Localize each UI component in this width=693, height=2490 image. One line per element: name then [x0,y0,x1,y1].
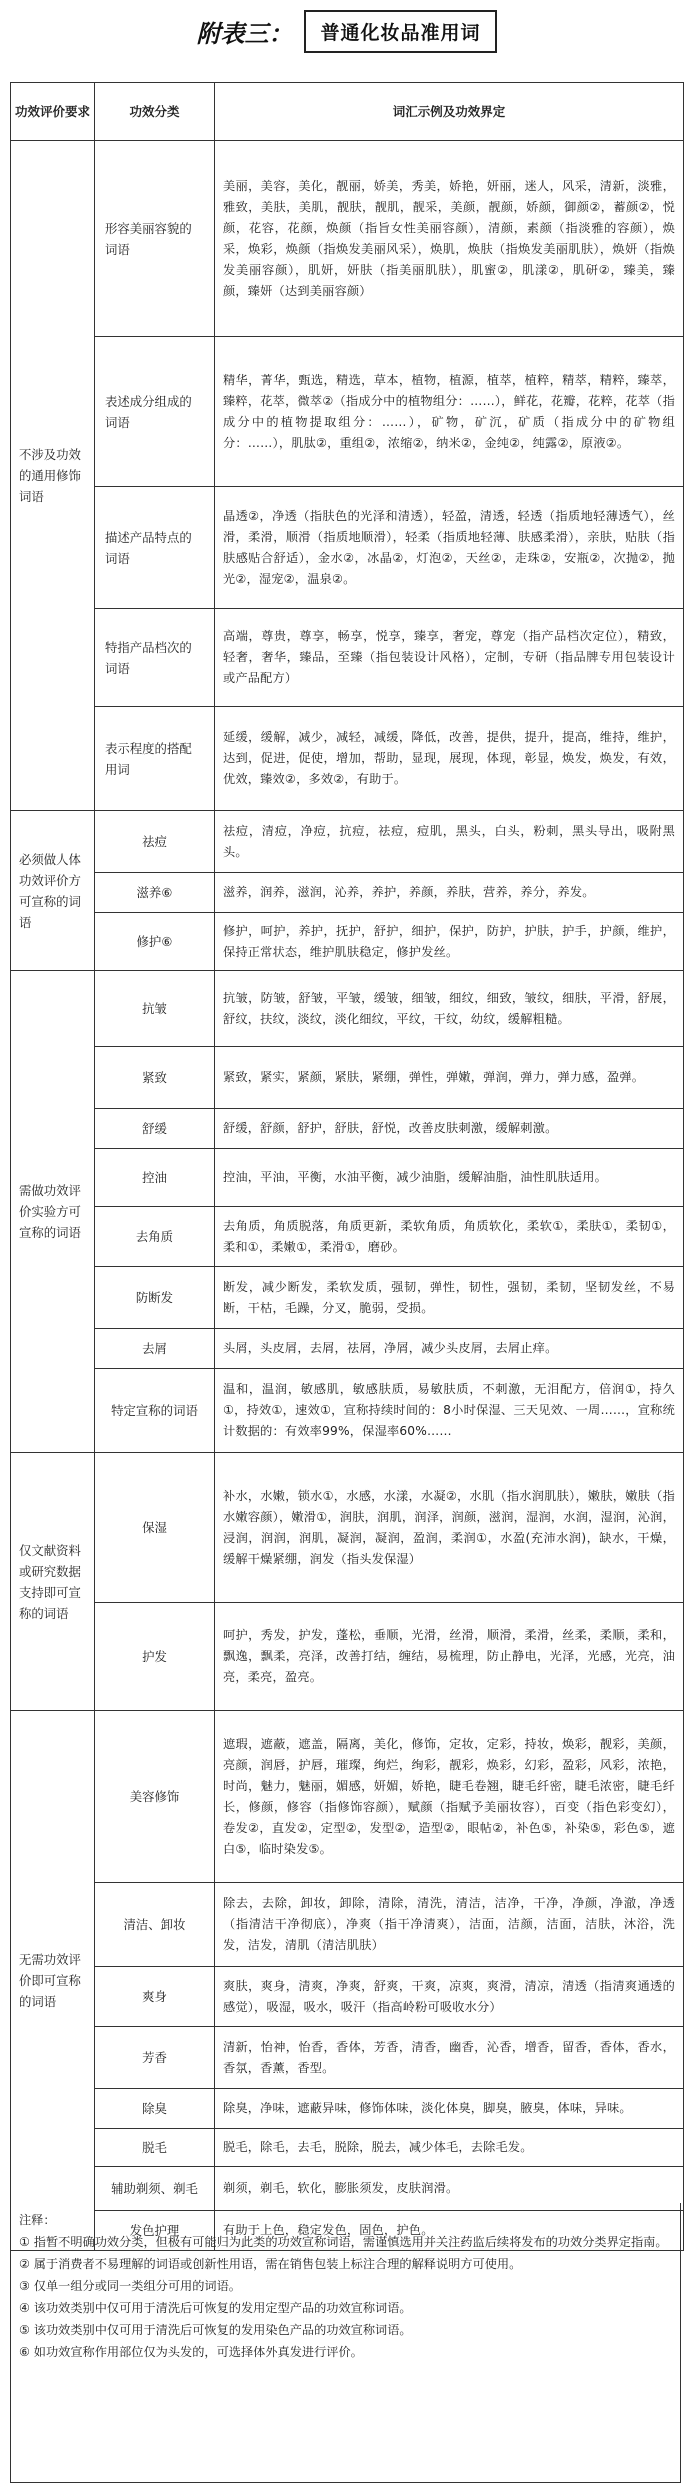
table-row [11,2129,684,2167]
claims-table [10,82,684,2251]
words-cell: 有助于上色，稳定发色，固色，护色。 [215,2211,684,2251]
table-row [11,1329,684,1369]
type-cell: 爽身 [95,1967,215,2027]
words-cell: 晶透②，净透（指肤色的光泽和清透），轻盈，清透，轻透（指质地轻薄透气），丝滑，柔滑，顺滑（指质地顺滑），轻柔（指质地轻薄、肤感柔滑），亲肤，贴肤（指肤感贴合舒适），金水②，冰晶②，灯泡②，天丝②，走珠②，安瓶②，次抛②，抛光②，湿宠②，温泉②。 [215,487,684,609]
notes [10,2203,681,2483]
title-main: 普通化妆品准用词 [304,10,496,53]
table-row [11,1883,684,1967]
note-item: ① 指暂不明确功效分类，但极有可能归为此类的功效宣称词语，需谨慎选用并关注药监后续将发布的功效分类界定指南。 [19,2235,668,2249]
type-cell: 芳香 [95,2027,215,2089]
table-row [11,141,684,337]
type-cell: 祛痘 [95,811,215,873]
table-row [11,1267,684,1329]
type-cell: 滋养⑥ [95,873,215,913]
words-cell: 美丽，美容，美化，靓丽，娇美，秀美，娇艳，妍丽，迷人，风采，清新，淡雅，雅致，美肤，美肌，靓肤，靓肌，靓采，美颜，靓颜，娇颜，御颜②，蓄颜②，悦颜，花容，花颜，焕颜（指旨女性美丽容颜），清颜，素颜（指淡雅的容颜），焕采，焕彩，焕颜（指焕发美丽风采），焕肌，焕肤（指焕发美丽肌肤），焕妍（指焕发美丽容颜），肌妍，妍肤（指美丽肌肤），肌蜜②，肌漾②，肌研②，臻美，臻颜，臻妍（达到美丽容颜） [215,141,684,337]
table-row [11,811,684,873]
type-cell: 除臭 [95,2089,215,2129]
table-row [11,971,684,1047]
type-cell: 描述产品特点的词语 [95,487,215,609]
words-cell: 剃须，剃毛，软化，膨胀须发，皮肤润滑。 [215,2167,684,2211]
category-cell: 必须做人体功效评价方可宣称的词语 [11,811,95,971]
words-cell: 滋养，润养，滋润，沁养，养护，养颜，养肤，营养，养分，养发。 [215,873,684,913]
words-cell: 抗皱，防皱，舒皱，平皱，缓皱，细皱，细纹，细致，皱纹，细肤，平滑，舒展，舒纹，扶纹，淡纹，淡化细纹，平纹，干纹，幼纹，缓解粗糙。 [215,971,684,1047]
type-cell: 防断发 [95,1267,215,1329]
table-row [11,1369,684,1453]
type-cell: 表述成分组成的词语 [95,337,215,487]
category-cell: 需做功效评价实验方可宣称的词语 [11,971,95,1453]
words-cell: 舒缓，舒颜，舒护，舒肤，舒悦，改善皮肤刺激，缓解刺激。 [215,1109,684,1149]
type-cell: 舒缓 [95,1109,215,1149]
words-cell: 清新，怡神，怡香，香体，芳香，清香，幽香，沁香，增香，留香，香体，香水，香氛，香薰，香型。 [215,2027,684,2089]
header-words: 词汇示例及功效界定 [215,83,684,141]
type-cell: 护发 [95,1603,215,1711]
note-item: ② 属于消费者不易理解的词语或创新性用语，需在销售包装上标注合理的解释说明方可使用。 [19,2257,522,2271]
type-cell: 抗皱 [95,971,215,1047]
type-cell: 特指产品档次的词语 [95,609,215,707]
words-cell: 脱毛，除毛，去毛，脱除，脱去，减少体毛，去除毛发。 [215,2129,684,2167]
words-cell: 修护，呵护，养护，抚护，舒护，细护，保护，防护，护肤，护手，护颜，维护，保持正常状态，维护肌肤稳定，修护发丝。 [215,913,684,971]
table-row [11,1149,684,1207]
note-item: ④ 该功效类别中仅可用于清洗后可恢复的发用定型产品的功效宣称词语。 [19,2301,412,2315]
table-row [11,1453,684,1603]
category-cell: 仅文献资料或研究数据支持即可宣称的词语 [11,1453,95,1711]
table-row [11,1967,684,2027]
words-cell: 控油，平油，平衡，水油平衡，减少油脂，缓解油脂，油性肌肤适用。 [215,1149,684,1207]
type-cell: 发色护理 [95,2211,215,2251]
table-row [11,487,684,609]
header-type: 功效分类 [95,83,215,141]
words-cell: 高端，尊贵，尊享，畅享，悦享，臻享，奢宠，尊宠（指产品档次定位），精致，轻奢，奢华，臻品，至臻（指包装设计风格），定制，专研（指品牌专用包装设计或产品配方） [215,609,684,707]
title-prefix: 附表三： [196,18,293,48]
notes-heading: 注释： [19,2213,56,2227]
type-cell: 紧致 [95,1047,215,1109]
table-row [11,707,684,811]
words-cell: 断发，减少断发，柔软发质，强韧，弹性，韧性，强韧，柔韧，坚韧发丝，不易断，干枯，毛躁，分叉，脆弱，受损。 [215,1267,684,1329]
words-cell: 头屑，头皮屑，去屑，祛屑，净屑，减少头皮屑，去屑止痒。 [215,1329,684,1369]
table-row [11,2027,684,2089]
category-cell: 不涉及功效的通用修饰词语 [11,141,95,811]
table-row [11,1711,684,1883]
table-row [11,1109,684,1149]
words-cell: 去角质，角质脱落，角质更新，柔软角质，角质软化，柔软①，柔肤①，柔韧①，柔和①，柔嫩①，柔滑①，磨砂。 [215,1207,684,1267]
table-row [11,337,684,487]
note-item: ⑥ 如功效宣称作用部位仅为头发的，可选择体外真发进行评价。 [19,2345,363,2359]
words-cell: 祛痘，清痘，净痘，抗痘，祛痘，痘肌，黑头，白头，粉刺，黑头导出，吸附黑头。 [215,811,684,873]
table-row [11,1047,684,1109]
words-cell: 除臭，净味，遮蔽异味，修饰体味，淡化体臭，脚臭，腋臭，体味，异味。 [215,2089,684,2129]
title-row [0,6,693,56]
table-row [11,1603,684,1711]
type-cell: 美容修饰 [95,1711,215,1883]
type-cell: 去屑 [95,1329,215,1369]
words-cell: 温和，温润，敏感肌，敏感肤质，易敏肤质，不刺激，无泪配方，倍润①，持久①，持效①，速效①，宣称持续时间的：8小时保湿、三天见效、一周……，宣称统计数据的：有效率99%，保湿率60%…… [215,1369,684,1453]
title [196,10,496,53]
type-cell: 控油 [95,1149,215,1207]
words-cell: 补水，水嫩，锁水①，水感，水漾，水凝②，水肌（指水润肌肤），嫩肤，嫩肤（指水嫩容颜），嫩滑①，润肤，润肌，润泽，润颜，滋润，湿润，水润，湿润，沁润，浸润，润润，润肌，凝润，凝润，盈润，柔润①，水盈(充沛水润)，缺水，干燥，缓解干燥紧绷，润发（指头发保湿） [215,1453,684,1603]
table-row [11,913,684,971]
type-cell: 脱毛 [95,2129,215,2167]
words-cell: 呵护，秀发，护发，蓬松，垂顺，光滑，丝滑，顺滑，柔滑，丝柔，柔顺，柔和，飘逸，飘柔，亮泽，改善打结，缠结，易梳理，防止静电，光泽，光感，光亮，油亮，柔亮，盈亮。 [215,1603,684,1711]
table-row [11,873,684,913]
table-row [11,1207,684,1267]
words-cell: 除去，去除，卸妆，卸除，清除，清洗，清洁，洁净，干净，净颜，净澈，净透（指清洁干净彻底），净爽（指干净清爽），洁面，洁颜，洁面，洁肤，沐浴，洗发，洁发，清肌（清洁肌肤） [215,1883,684,1967]
category-cell: 无需功效评价即可宣称的词语 [11,1711,95,2251]
words-cell: 爽肤，爽身，清爽，净爽，舒爽，干爽，凉爽，爽滑，清凉，清透（指清爽通透的感觉），吸湿，吸水，吸汗（指高岭粉可吸收水分） [215,1967,684,2027]
type-cell: 特定宣称的词语 [95,1369,215,1453]
header-category: 功效评价要求 [11,83,95,141]
type-cell: 形容美丽容貌的词语 [95,141,215,337]
table-row [11,2089,684,2129]
table-header-row [11,83,684,141]
type-cell: 辅助剃须、剃毛 [95,2167,215,2211]
table-row [11,609,684,707]
type-cell: 清洁、卸妆 [95,1883,215,1967]
note-item: ⑤ 该功效类别中仅可用于清洗后可恢复的发用染色产品的功效宣称词语。 [19,2323,412,2337]
note-item: ③ 仅单一组分或同一类组分可用的词语。 [19,2279,241,2293]
type-cell: 去角质 [95,1207,215,1267]
words-cell: 遮瑕，遮蔽，遮盖，隔离，美化，修饰，定妆，定彩，持妆，焕彩，靓彩，美颜，亮颜，润唇，护唇，璀璨，绚烂，绚彩，靓彩，焕彩，幻彩，盈彩，风彩，浓艳，时尚，魅力，魅丽，媚感，妍媚，娇艳，睫毛卷翘，睫毛纤密，睫毛浓密，睫毛纤长，修颜，修容（指修饰容颜），赋颜（指赋予美丽妆容），百变（指色彩变幻），卷发②，直发②，定型②，发型②，造型②，眼帖②，补色⑤，补染⑤，彩色⑤，遮白⑤，临时染发⑤。 [215,1711,684,1883]
type-cell: 修护⑥ [95,913,215,971]
type-cell: 保湿 [95,1453,215,1603]
words-cell: 紧致，紧实，紧颜，紧肤，紧绷，弹性，弹嫩，弹润，弹力，弹力感，盈弹。 [215,1047,684,1109]
words-cell: 精华，菁华，甄选，精选，草本，植物，植源，植萃，植粹，精萃，精粹，臻萃，臻粹，花萃，微萃②（指成分中的植物组分：……），鲜花，花瓣，花粹，花萃（指成分中的植物提取组分：……），矿物，矿沉，矿质（指成分中的矿物组分：……），肌肽②，重组②，浓缩②，纳米②，金纯②，纯露②，原液②。 [215,337,684,487]
type-cell: 表示程度的搭配用词 [95,707,215,811]
words-cell: 延缓，缓解，减少，减轻，减缓，降低，改善，提供，提升，提高，维持，维护，达到，促进，促使，增加，帮助，显现，展现，体现，彰显，焕发，焕发，有效，优效，臻效②，多效②，有助于。 [215,707,684,811]
